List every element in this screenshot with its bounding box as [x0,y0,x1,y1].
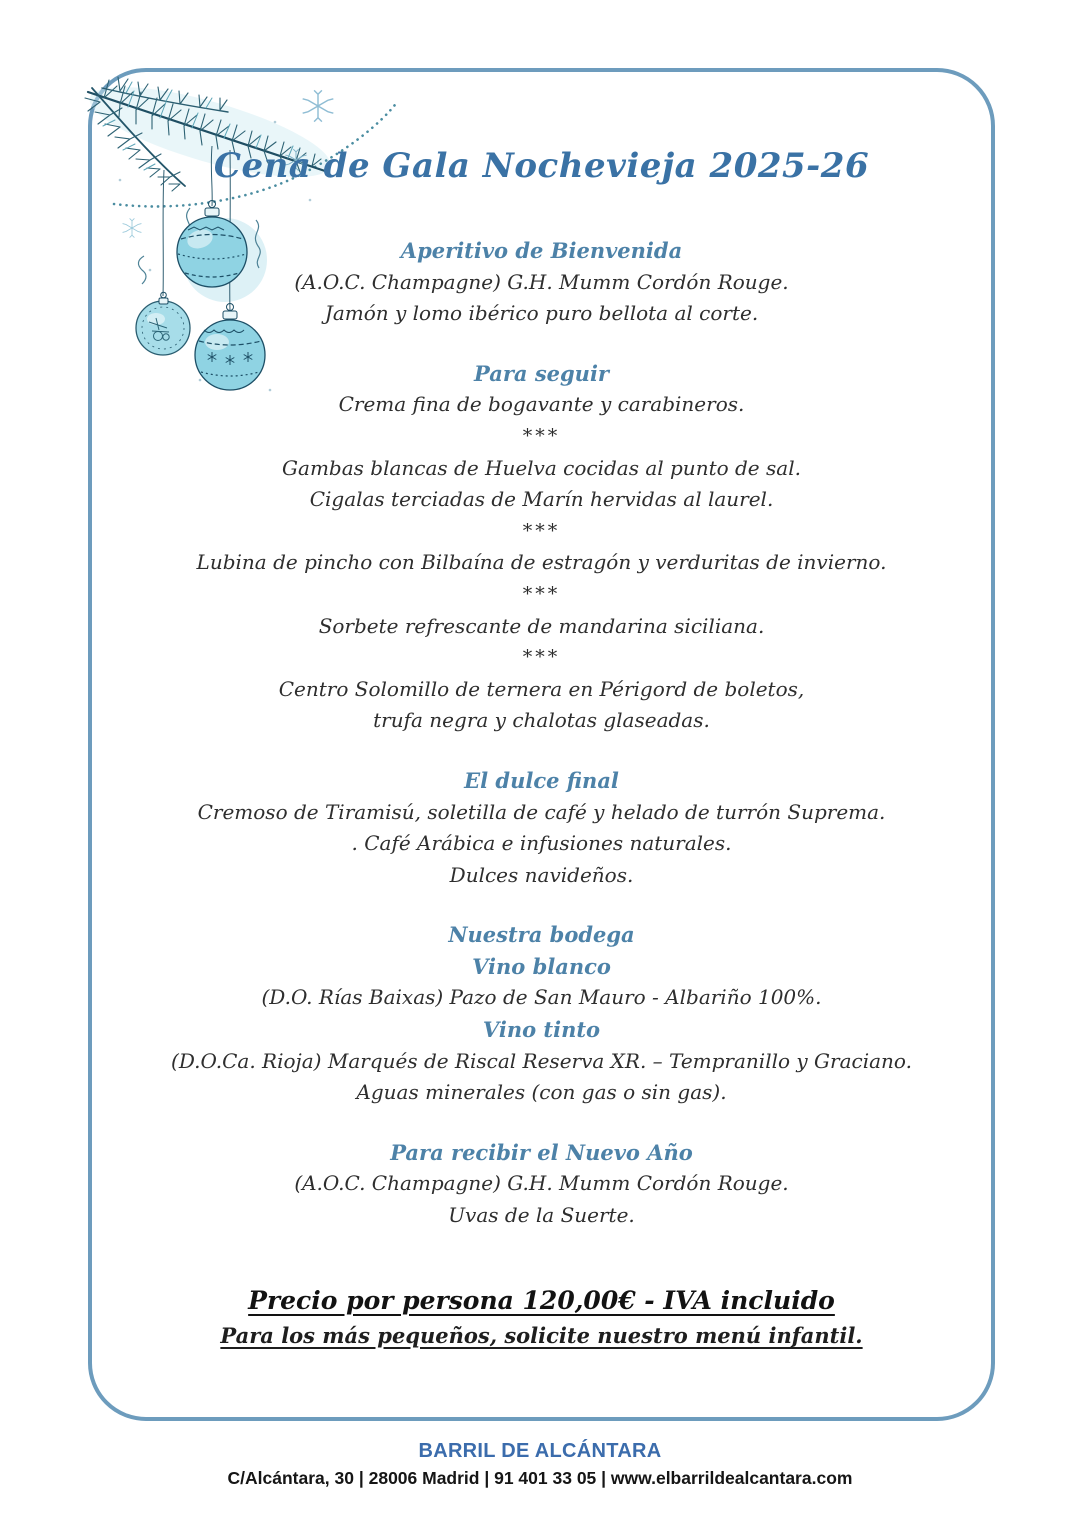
pricing-block [88,1281,995,1351]
section-heading-bodega: Nuestra bodega [448,922,635,948]
course-separator: *** [522,424,561,447]
menu-line: Cigalas terciadas de Marín hervidas al laurel. [309,487,774,512]
menu-line: Jamón y lomo ibérico puro bellota al corte. [324,301,759,326]
menu-line: Cremoso de Tiramisú, soletilla de café y helado de turrón Suprema. [197,799,886,824]
course-separator: *** [522,646,561,669]
section-heading-aperitivo: Aperitivo de Bienvenida [400,238,683,263]
section-heading-dulce: El dulce final [464,767,619,793]
menu-section-dulce [88,765,995,891]
menu-line: (D.O.Ca. Rioja) Marqués de Riscal Reserva XR. – Tempranillo y Graciano. [171,1048,912,1073]
footer [0,1438,1080,1490]
menu-line: Gambas blancas de Huelva cocidas al punto de sal. [282,455,801,480]
section-heading-nuevo-ano: Para recibir el Nuevo Año [390,1139,693,1165]
menu-line: Lubina de pincho con Bilbaína de estragón y verduritas de invierno. [196,550,887,575]
menu-section-bodega [88,919,995,1109]
menu-line: Centro Solomillo de ternera en Périgord de boletos, [278,676,805,701]
menu-section-aperitivo [88,235,995,330]
price-line: Precio por persona 120,00€ - IVA incluido [248,1285,835,1315]
menu-line: Sorbete refrescante de mandarina siciliana. [318,613,765,638]
menu-section-nuevo-ano [88,1137,995,1232]
menu-line: Crema fina de bogavante y carabineros. [338,392,745,417]
menu-line: . Café Arábica e infusiones naturales. [351,831,732,856]
menu-line: (A.O.C. Champagne) G.H. Mumm Cordón Rouge. [294,1171,789,1196]
menu-line: (A.O.C. Champagne) G.H. Mumm Cordón Rouge. [294,269,789,294]
kids-menu-note: Para los más pequeños, solicite nuestro menú infantil. [220,1322,863,1348]
subheading-vino-tinto: Vino tinto [482,1017,601,1043]
menu-line: Dulces navideños. [449,862,634,887]
menu-line: Aguas minerales (con gas o sin gas). [356,1080,727,1105]
menu-line: trufa negra y chalotas glaseadas. [373,708,710,733]
page-title: Cena de Gala Nochevieja 2025-26 [213,146,870,186]
menu-section-para-seguir [88,358,995,737]
section-heading-para-seguir: Para seguir [474,360,609,386]
restaurant-contact: C/Alcántara, 30 | 28006 Madrid | 91 401 33 05 | www.elbarrildealcantara.com [227,1468,853,1488]
menu-line: (D.O. Rías Baixas) Pazo de San Mauro - Albariño 100%. [261,985,822,1010]
course-separator: *** [522,519,561,542]
course-separator: *** [522,582,561,605]
menu-content [88,68,995,1351]
restaurant-name: BARRIL DE ALCÁNTARA [418,1440,662,1462]
menu-line: Uvas de la Suerte. [448,1203,635,1228]
subheading-vino-blanco: Vino blanco [472,953,611,979]
